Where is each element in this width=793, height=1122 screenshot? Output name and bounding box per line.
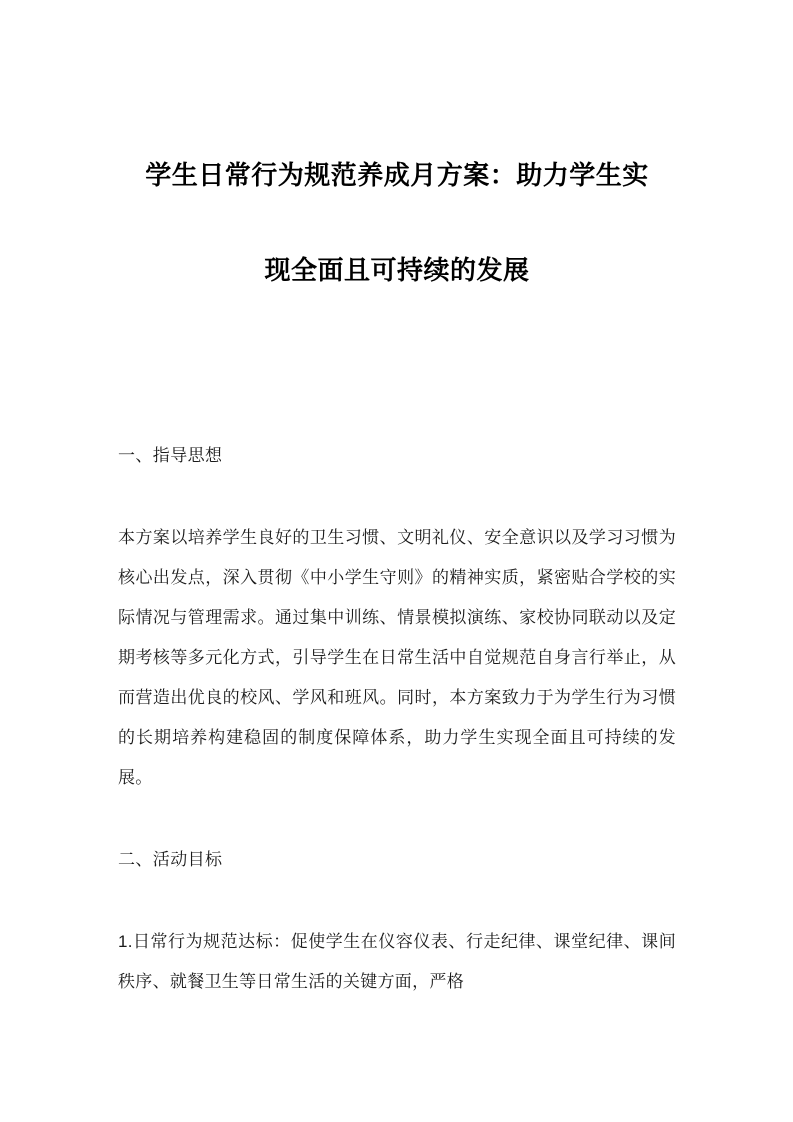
page-title-line-1: 学生日常行为规范养成月方案：助力学生实: [145, 160, 649, 190]
section-heading-1: 一、指导思想: [118, 446, 223, 465]
section-2-paragraph-1: 1.日常行为规范达标：促使学生在仪容仪表、行走纪律、课堂纪律、课间秩序、就餐卫生等日常生活的关键方面，严格: [118, 932, 676, 991]
heading-paragraph-spacer-2: [118, 880, 676, 922]
paragraph-heading-spacer: [118, 798, 676, 840]
section-heading-2: 二、活动目标: [118, 850, 223, 869]
page-title: [118, 0, 676, 318]
document-body: [118, 0, 676, 1002]
page-title-line-2: 现全面且可持续的发展: [264, 255, 530, 285]
heading-paragraph-spacer-1: [118, 476, 676, 518]
title-spacer: [118, 318, 676, 436]
section-1-paragraph-1: 本方案以培养学生良好的卫生习惯、文明礼仪、安全意识以及学习习惯为核心出发点，深入贯彻《中小学生守则》的精神实质，紧密贴合学校的实际情况与管理需求。通过集中训练、情景模拟演练、家校协同联动以及定期考核等多元化方式，引导学生在日常生活中自觉规范自身言行举止，从而营造出优良的校风、学风和班风。同时，本方案致力于为学生行为习惯的长期培养构建稳固的制度保障体系，助力学生实现全面且可持续的发展。: [118, 528, 676, 787]
